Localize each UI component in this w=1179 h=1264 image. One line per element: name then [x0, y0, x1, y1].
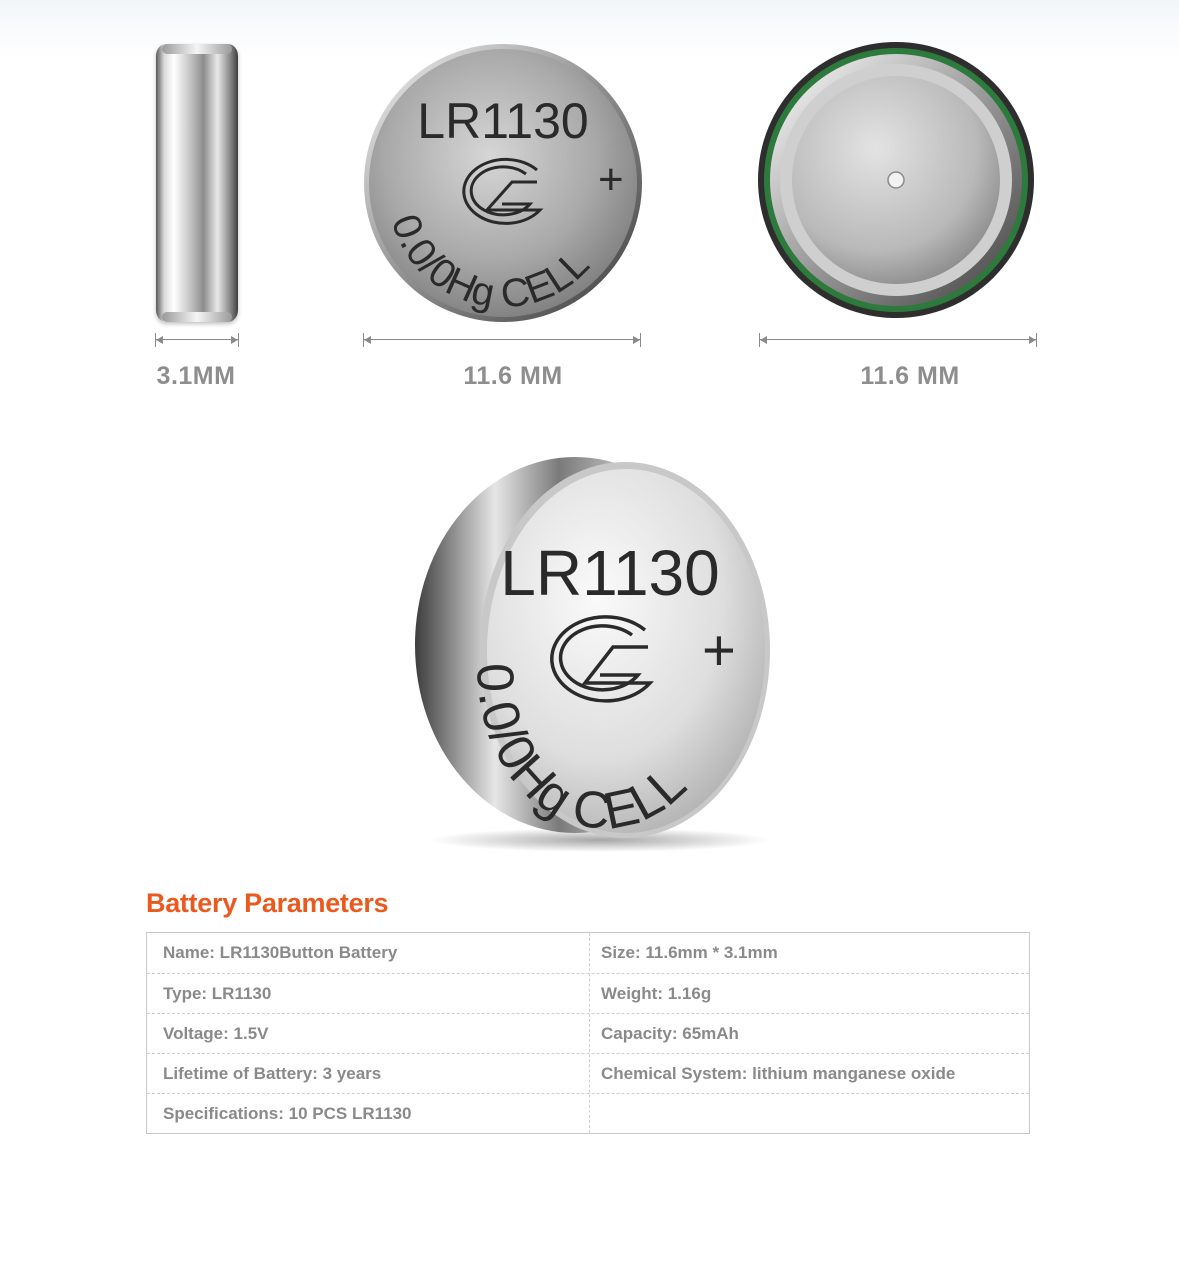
battery-side-rim-bottom	[162, 312, 232, 322]
param-capacity: Capacity: 65mAh	[601, 1024, 739, 1043]
battery-perspective-view	[400, 455, 790, 855]
table-row	[147, 1093, 1029, 1134]
parameters-title: Battery Parameters	[146, 888, 389, 918]
front-ring-text-path: 0.0/0Hg CELL	[382, 208, 598, 317]
front-model-text: LR1130	[417, 93, 589, 149]
front-plus-sign: +	[598, 155, 624, 204]
front-diameter-label: 11.6 MM	[463, 362, 563, 390]
thickness-label: 3.1MM	[156, 362, 236, 390]
param-lifetime: Lifetime of Battery: 3 years	[163, 1064, 382, 1083]
param-voltage: Voltage: 1.5V	[163, 1024, 269, 1043]
param-weight: Weight: 1.16g	[601, 984, 712, 1003]
param-chemical-system: Chemical System: lithium manganese oxide	[601, 1064, 956, 1083]
thickness-dimension-line	[155, 333, 239, 347]
front-diameter-dimension-line	[363, 333, 641, 347]
big-model-text: LR1130	[500, 537, 720, 609]
param-size: Size: 11.6mm * 3.1mm	[601, 943, 778, 962]
battery-side-rim-top	[162, 44, 232, 54]
back-diameter-label: 11.6 MM	[860, 362, 960, 390]
big-ring-text-path: 0.0/0Hg CELL	[465, 661, 698, 842]
table-row	[147, 973, 1029, 1014]
back-diameter-dimension-line	[759, 333, 1037, 347]
table-row	[147, 933, 1029, 973]
big-plus-sign: +	[702, 618, 736, 683]
table-row	[147, 1053, 1029, 1094]
param-name: Name: LR1130Button Battery	[163, 943, 398, 962]
battery-side-view	[156, 44, 238, 322]
battery-front-view	[362, 42, 644, 324]
parameters-table	[146, 932, 1030, 1134]
param-type: Type: LR1130	[163, 984, 272, 1003]
table-row	[147, 1013, 1029, 1054]
back-contact-dot	[888, 172, 904, 188]
battery-back-view	[758, 42, 1038, 322]
param-specifications: Specifications: 10 PCS LR1130	[163, 1104, 412, 1123]
